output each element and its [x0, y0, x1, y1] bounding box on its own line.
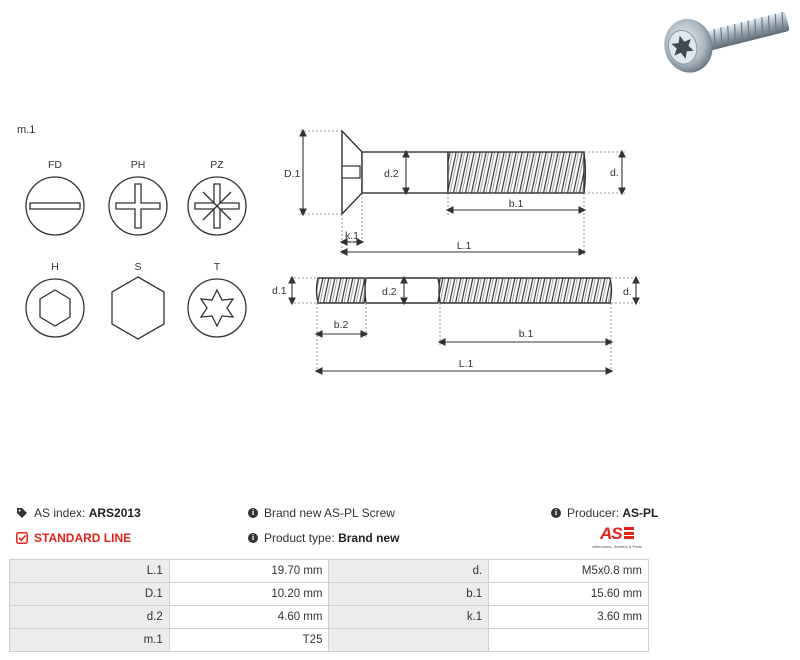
table-row	[10, 606, 649, 629]
screw-drawing-stud	[270, 268, 650, 378]
head-type-label: S	[134, 261, 142, 273]
dim-label-L1: L.1	[458, 358, 474, 370]
phillips-icon	[109, 177, 167, 235]
dim-label-k1: k.1	[344, 230, 360, 242]
as-index-value: ARS2013	[88, 506, 141, 520]
dim-label-b1: b.1	[518, 328, 534, 340]
dim-label-b1: b.1	[508, 198, 524, 210]
hex-head-icon	[112, 277, 164, 339]
spec-value: M5x0.8 mm	[489, 560, 649, 583]
spec-value: 19.70 mm	[169, 560, 329, 583]
logo-tagline: Alternators, Starters & Parts	[592, 544, 642, 549]
producer-logo	[584, 524, 650, 552]
product-title	[248, 506, 395, 520]
dim-label-d2: d.2	[384, 168, 399, 180]
head-types-diagram	[0, 150, 260, 340]
head-type-label: H	[51, 261, 59, 273]
product-line-label: STANDARD LINE	[34, 531, 132, 545]
producer	[551, 506, 658, 520]
spec-value: T25	[169, 629, 329, 652]
head-type-label: T	[213, 261, 221, 273]
info-icon: i	[551, 508, 561, 518]
spec-value: 10.20 mm	[169, 583, 329, 606]
spec-key: b.1	[329, 583, 489, 606]
dim-label-L1: L.1	[456, 240, 472, 252]
product-photo	[658, 4, 798, 74]
spec-table	[9, 559, 649, 652]
screw-drawing-countersunk	[270, 120, 650, 260]
pozidriv-icon	[188, 177, 246, 235]
spec-key: d.	[329, 560, 489, 583]
spec-key	[329, 629, 489, 652]
product-type-label: Product type:	[264, 531, 335, 545]
spec-value: 3.60 mm	[489, 606, 649, 629]
info-icon: i	[248, 508, 258, 518]
torx-icon	[188, 279, 246, 337]
head-type-label: PZ	[210, 159, 224, 171]
spec-value: 15.60 mm	[489, 583, 649, 606]
info-icon: i	[248, 533, 258, 543]
head-type-label: PH	[130, 159, 146, 171]
product-type-value: Brand new	[338, 531, 400, 545]
logo-bars	[624, 527, 634, 539]
flat-slot-icon	[26, 177, 84, 235]
spec-value	[489, 629, 649, 652]
table-row	[10, 629, 649, 652]
model-label: m.1	[17, 124, 36, 136]
product-type	[248, 531, 399, 545]
as-index-label: AS index:	[34, 506, 86, 520]
dim-label-b2: b.2	[333, 319, 349, 331]
spec-key: m.1	[10, 629, 170, 652]
spec-value: 4.60 mm	[169, 606, 329, 629]
table-row	[10, 560, 649, 583]
dim-label-D1: D.1	[284, 168, 301, 180]
tag-icon	[16, 507, 28, 519]
table-row	[10, 583, 649, 606]
product-line	[16, 531, 131, 545]
spec-key: L.1	[10, 560, 170, 583]
dim-label-d2: d.2	[382, 286, 397, 298]
dim-label-d: d.	[610, 167, 619, 179]
product-title-text: Brand new AS-PL Screw	[264, 506, 395, 520]
hex-socket-icon	[26, 279, 84, 337]
checkbox-checked-icon	[16, 532, 28, 544]
spec-key: d.2	[10, 606, 170, 629]
dim-label-d: d.	[623, 286, 632, 298]
logo-mark: AS	[600, 524, 622, 543]
as-index	[16, 506, 141, 520]
producer-label: Producer:	[567, 506, 620, 520]
dim-label-d1: d.1	[272, 285, 287, 297]
spec-key: k.1	[329, 606, 489, 629]
spec-key: D.1	[10, 583, 170, 606]
head-type-label: FD	[48, 159, 62, 171]
producer-value: AS-PL	[622, 506, 659, 520]
